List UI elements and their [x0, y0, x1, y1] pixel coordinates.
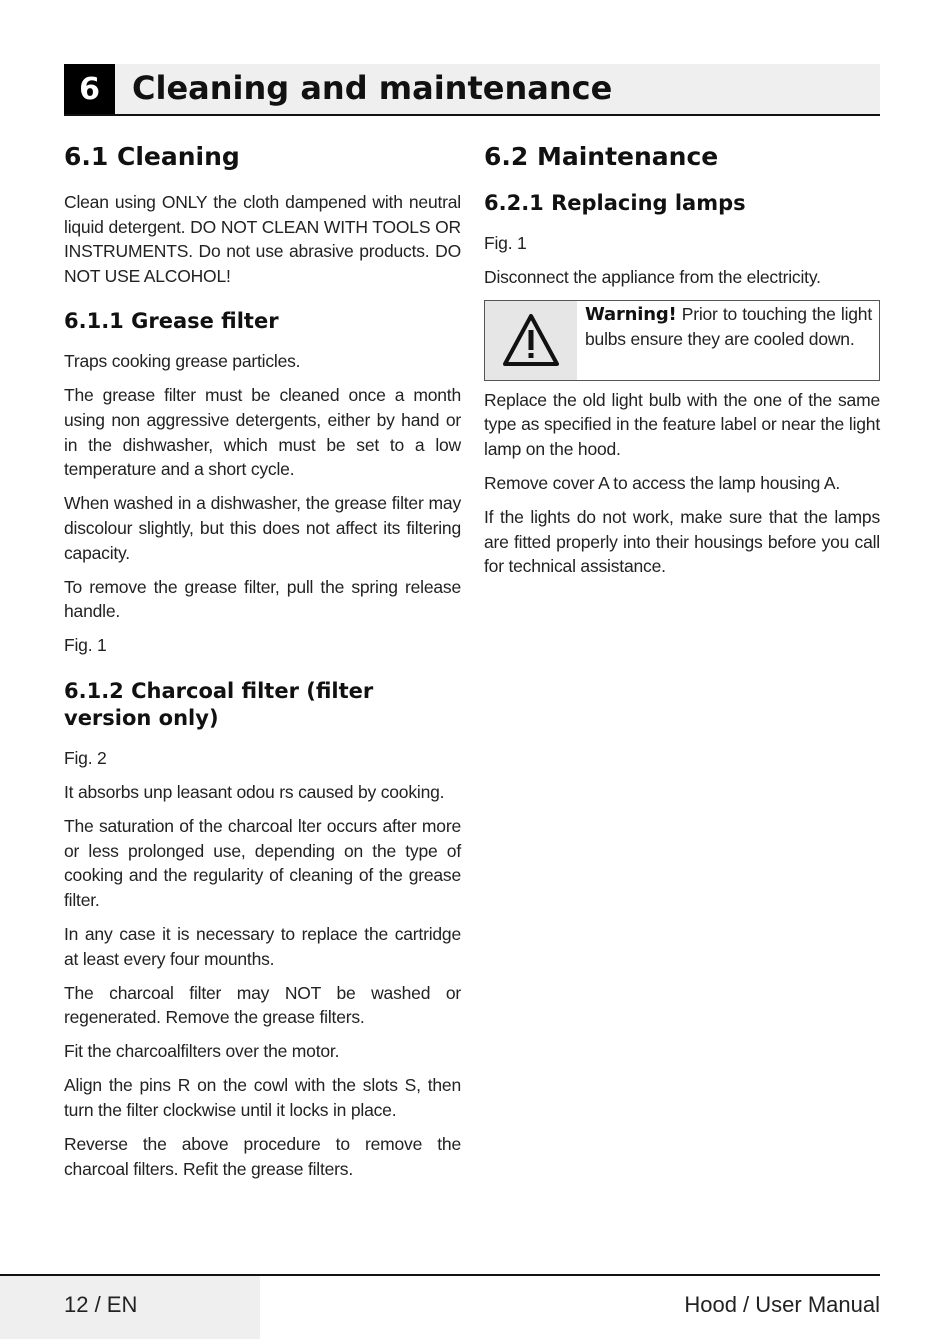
grease-fig-reference: Fig. 1	[64, 635, 107, 656]
warning-icon-cell	[485, 301, 577, 380]
grease-paragraph: To remove the grease filter, pull the spring release handle.	[64, 576, 461, 622]
section-title-cleaning: 6.1 Cleaning	[64, 142, 240, 171]
charcoal-paragraph: The saturation of the charcoal lter occurs after more or less prolonged use, depending on the type of cooking and the regularity of cleaning of the grease filter.	[64, 816, 461, 910]
grease-paragraph: The grease filter must be cleaned once a month using non aggressive detergents, either by hand or in the dishwasher, which must be set to a low temperature and a short cycle.	[64, 385, 461, 480]
charcoal-fig-reference: Fig. 2	[64, 747, 107, 768]
document-title: Hood / User Manual	[684, 1292, 880, 1317]
lamps-paragraph: Replace the old light bulb with the one of the same type as specified in the feature label or near the light lamp on the hood.	[484, 389, 880, 459]
lamps-fig-reference: Fig. 1	[484, 233, 527, 253]
charcoal-paragraph: In any case it is necessary to replace the cartridge at least every four mounths.	[64, 923, 461, 969]
warning-triangle-icon	[501, 312, 561, 368]
charcoal-paragraph: It absorbs unp leasant odou rs caused by cooking.	[64, 782, 445, 802]
subsection-title-charcoal-filter: 6.1.2 Charcoal filter (filter version only)	[64, 678, 374, 730]
subsection-title-grease-filter: 6.1.1 Grease filter	[64, 309, 279, 334]
section-title-maintenance: 6.2 Maintenance	[484, 142, 719, 171]
subsection-title-replacing-lamps: 6.2.1 Replacing lamps	[484, 191, 746, 215]
warning-message: Prior to touching the light bulbs ensure they are cooled down.	[585, 303, 872, 350]
footer-divider	[0, 1274, 880, 1276]
chapter-number: 6	[64, 64, 115, 114]
charcoal-paragraph: Align the pins R on the cowl with the slots S, then turn the filter clockwise until it locks in place.	[64, 1075, 461, 1121]
warning-label: Warning!	[585, 303, 677, 325]
page-number: 12 / EN	[64, 1292, 138, 1317]
left-column	[64, 140, 461, 1191]
warning-box	[484, 300, 880, 381]
chapter-title: Cleaning and maintenance	[132, 69, 613, 107]
grease-paragraph: Traps cooking grease particles.	[64, 351, 301, 372]
charcoal-paragraph: Fit the charcoalfilters over the motor.	[64, 1041, 340, 1062]
chapter-header	[64, 64, 880, 116]
right-column	[484, 140, 880, 588]
warning-text-block	[577, 301, 879, 380]
lamps-paragraph: Remove cover A to access the lamp housing A.	[484, 472, 840, 493]
grease-paragraph: When washed in a dishwasher, the grease filter may discolour slightly, but this does not affect its filtering capacity.	[64, 493, 461, 563]
cleaning-paragraph: Clean using ONLY the cloth dampened with neutral liquid detergent. DO NOT CLEAN WITH TOOLS OR INSTRUMENTS. Do not use abrasive products. DO NOT USE ALCOHOL!	[64, 192, 461, 286]
lamps-paragraph: If the lights do not work, make sure that the lamps are fitted properly into their housings before you call for technical assistance.	[484, 507, 880, 577]
charcoal-paragraph: Reverse the above procedure to remove the charcoal filters. Refit the grease filters.	[64, 1134, 461, 1179]
charcoal-paragraph: The charcoal filter may NOT be washed or regenerated. Remove the grease filters.	[64, 982, 461, 1028]
lamps-paragraph: Disconnect the appliance from the electricity.	[484, 267, 821, 288]
